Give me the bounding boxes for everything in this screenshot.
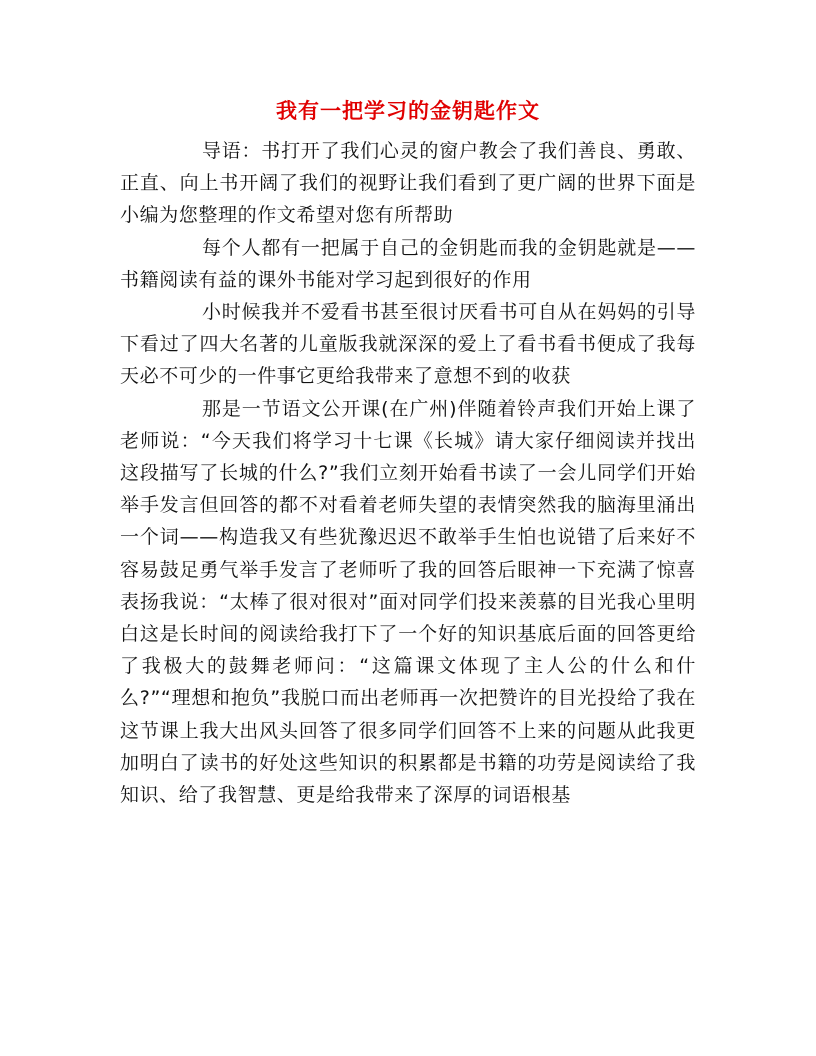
paragraph-childhood: 小时候我并不爱看书甚至很讨厌看书可自从在妈妈的引导下看过了四大名著的儿童版我就深深的爱上了看书看书便成了我每天必不可少的一件事它更给我带来了意想不到的收获 (120, 301, 696, 388)
paragraph-golden-key: 每个人都有一把属于自己的金钥匙而我的金钥匙就是——书籍阅读有益的课外书能对学习起到很好的作用 (120, 236, 696, 291)
paragraph-intro: 导语：书打开了我们心灵的窗户教会了我们善良、勇敢、正直、向上书开阔了我们的视野让我们看到了更广阔的世界下面是小编为您整理的作文希望对您有所帮助 (120, 140, 696, 227)
paragraph-open-class: 那是一节语文公开课(在广州)伴随着铃声我们开始上课了老师说：“今天我们将学习十七课《长城》请大家仔细阅读并找出这段描写了长城的什么?”我们立刻开始看书读了一会儿同学们开始举手发言但回答的都不对看着老师失望的表情突然我的脑海里涌出一个词——构造我又有些犹豫迟迟不敢举手生怕也说错了后来好不容易鼓足勇气举手发言了老师听了我的回答后眼神一下充满了惊喜表扬我说：“太棒了很对很对”面对同学们投来羡慕的目光我心里明白这是长时间的阅读给我打下了一个好的知识基底后面的回答更给了我极大的鼓舞老师问：“这篇课文体现了主人公的什么和什么?”“理想和抱负”我脱口而出老师再一次把赞许的目光投给了我在这节课上我大出风头回答了很多同学们回答不上来的问题从此我更加明白了读书的好处这些知识的积累都是书籍的功劳是阅读给了我知识、给了我智慧、更是给我带来了深厚的词语根基 (120, 397, 696, 807)
document-body (120, 135, 696, 811)
document-title: 我有一把学习的金钥匙作文 (276, 98, 540, 123)
